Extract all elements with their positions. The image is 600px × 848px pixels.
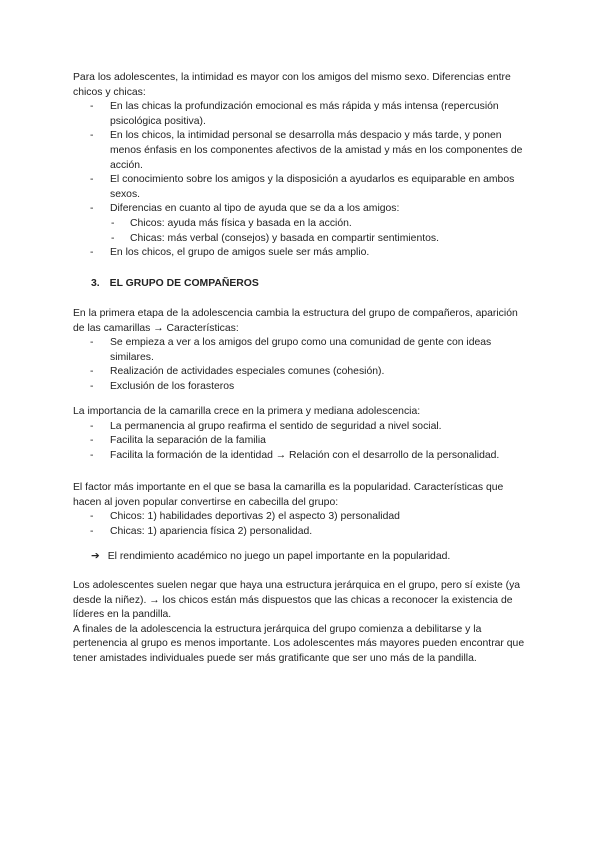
section-intro: Para los adolescentes, la intimidad es mayor con los amigos del mismo sexo. Diferencias entre chicos y chicas: <box>73 72 511 98</box>
list-item: - En los chicos, el grupo de amigos suele ser más amplio. <box>73 246 528 261</box>
list-item: - El conocimiento sobre los amigos y la disposición a ayudarlos es equiparable en ambos sexos. <box>73 173 528 202</box>
sub-list-item: - Chicos: ayuda más física y basada en la acción. <box>73 217 528 232</box>
paragraph: Los adolescentes suelen negar que haya una estructura jerárquica en el grupo, pero sí existe (ya desde la niñez). → los chicos están más dispuestos que las chicas a reconocer la existencia de líderes en la pandilla. <box>73 580 521 621</box>
section-hierarchy <box>73 579 528 667</box>
bullet-list <box>73 336 528 394</box>
section-camarilla-importance <box>73 405 528 463</box>
sub-list-item: - Chicas: más verbal (consejos) y basada en compartir sentimientos. <box>73 232 528 247</box>
bullet-list <box>73 510 528 539</box>
list-item: - Facilita la formación de la identidad → Relación con el desarrollo de la personalidad. <box>73 449 528 464</box>
heading-title: EL GRUPO DE COMPAÑEROS <box>109 278 259 289</box>
list-item: - Exclusión de los forasteros <box>73 380 528 395</box>
arrow-note-text: El rendimiento académico no juego un papel importante en la popularidad. <box>107 551 451 562</box>
arrow-note <box>91 550 450 565</box>
arrow-right-icon: ➔ <box>91 551 100 562</box>
section-heading <box>91 277 259 292</box>
list-item: - Diferencias en cuanto al tipo de ayuda que se da a los amigos: <box>73 202 528 217</box>
section-intro: La importancia de la camarilla crece en la primera y mediana adolescencia: <box>73 406 421 417</box>
section-group-structure <box>73 307 528 395</box>
section-popularity <box>73 481 528 539</box>
section-intro: En la primera etapa de la adolescencia cambia la estructura del grupo de compañeros, aparición de las camarillas → Características: <box>73 308 518 334</box>
section-intimacy <box>73 71 528 261</box>
bullet-list <box>73 420 528 464</box>
list-item: - En las chicas la profundización emocional es más rápida y más intensa (repercusión psicológica positiva). <box>73 100 528 129</box>
list-item: - Se empieza a ver a los amigos del grupo como una comunidad de gente con ideas similares. <box>73 336 528 365</box>
list-item: - La permanencia al grupo reafirma el sentido de seguridad a nivel social. <box>73 420 528 435</box>
bullet-list <box>73 100 528 261</box>
list-item: - En los chicos, la intimidad personal se desarrolla más despacio y más tarde, y ponen menos énfasis en los componentes afectivos de la amistad y más en los componentes de acción. <box>73 129 528 173</box>
section-intro: El factor más importante en el que se basa la camarilla es la popularidad. Características que hacen al joven popular convertirse en cabecilla del grupo: <box>73 482 504 508</box>
list-item: - Chicos: 1) habilidades deportivas 2) el aspecto 3) personalidad <box>73 510 528 525</box>
list-item: - Facilita la separación de la familia <box>73 434 528 449</box>
list-item: - Realización de actividades especiales comunes (cohesión). <box>73 365 528 380</box>
list-item: - Chicas: 1) apariencia física 2) personalidad. <box>73 525 528 540</box>
paragraph: A finales de la adolescencia la estructura jerárquica del grupo comienza a debilitarse y la pertenencia al grupo es menos importante. Los adolescentes más mayores pueden encontrar que tener amistades individuales puede ser más gratificante que ser uno más de la pandilla. <box>73 623 525 664</box>
heading-number: 3. <box>91 278 100 289</box>
